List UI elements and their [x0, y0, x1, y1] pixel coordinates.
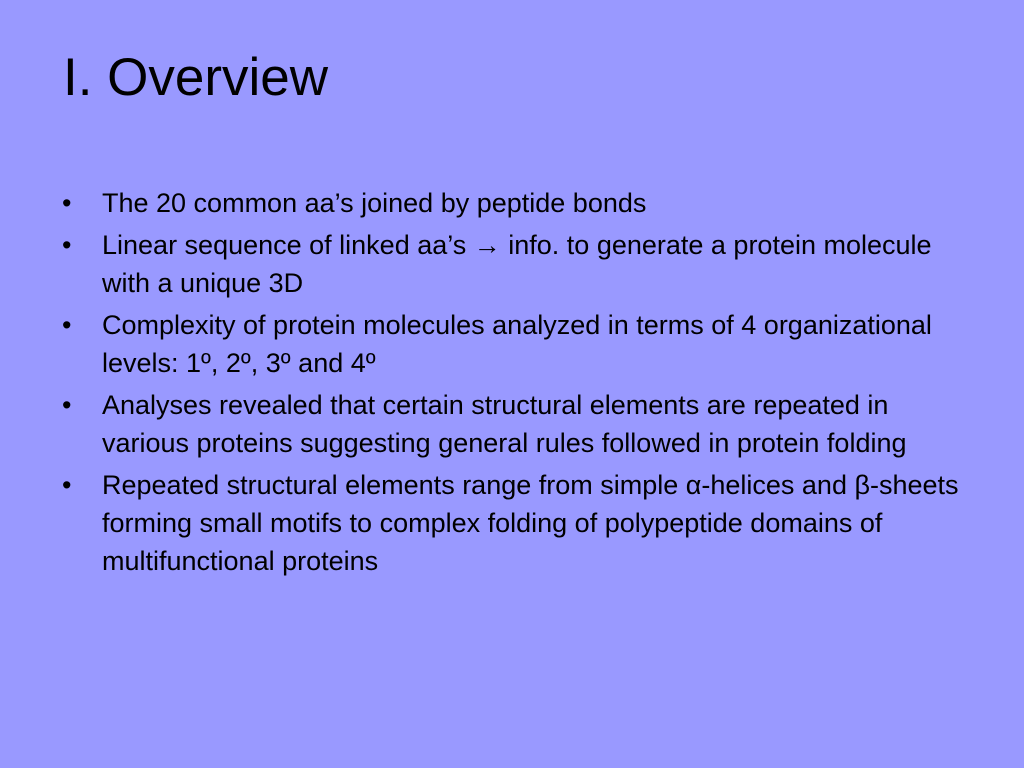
bullet-icon: • [62, 470, 72, 500]
bullet-icon: • [62, 188, 72, 218]
bullet-icon: • [62, 310, 72, 340]
bullet-icon: • [62, 230, 72, 260]
bullet-item [60, 386, 980, 462]
slide-title: I. Overview [63, 48, 329, 107]
bullet-text: Complexity of protein molecules analyzed in terms of 4 organizational levels: 1º, 2º, 3º and 4º [102, 310, 932, 378]
bullet-item [60, 226, 980, 302]
bullet-item [60, 466, 980, 580]
bullet-text: Repeated structural elements range from simple α-helices and β-sheets forming small motifs to complex folding of polypeptide domains of multifunctional proteins [102, 470, 959, 576]
bullet-item [60, 306, 980, 382]
bullet-text: Analyses revealed that certain structural elements are repeated in various proteins suggesting general rules followed in protein folding [102, 390, 907, 458]
bullet-text: Linear sequence of linked aa’s → info. to generate a protein molecule with a unique 3D [102, 230, 932, 298]
bullet-list [60, 184, 980, 584]
bullet-item [60, 184, 980, 222]
bullet-text: The 20 common aa’s joined by peptide bonds [102, 188, 647, 218]
bullet-icon: • [62, 390, 72, 420]
